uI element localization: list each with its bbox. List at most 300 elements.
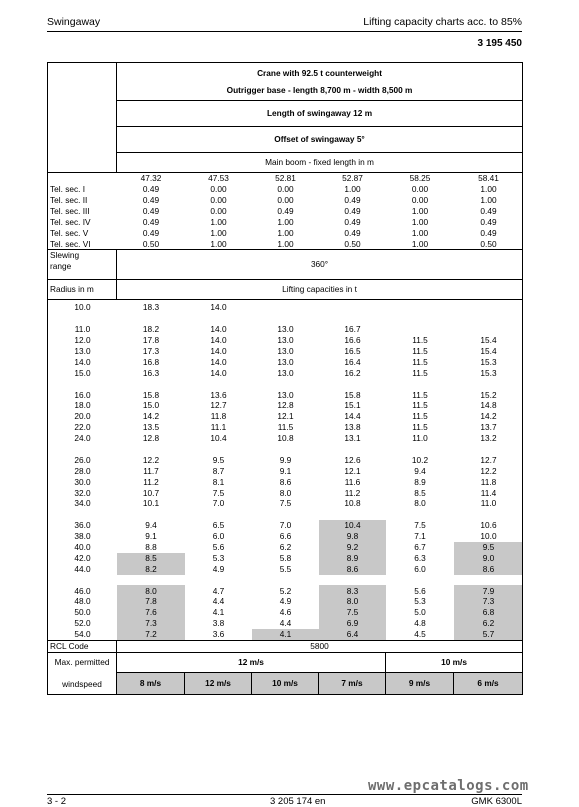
capacity-row: [48, 335, 523, 346]
slewing-value: 360°: [117, 250, 523, 280]
capacity-value: 11.0: [480, 498, 497, 509]
capacity-value: 14.0: [210, 356, 227, 367]
group-spacer: [48, 313, 523, 324]
capacity-value: 11.7: [143, 465, 159, 476]
radius-value: 40.0: [74, 542, 91, 553]
group-spacer: [48, 378, 523, 389]
capacity-value: 14.0: [210, 302, 227, 313]
capacity-value: 12.1: [277, 411, 294, 422]
capacity-value: 11.5: [412, 367, 428, 378]
telescope-row: [48, 227, 523, 238]
capacity-value: 13.8: [344, 422, 361, 433]
telescope-value: 0.49: [480, 216, 497, 227]
spacer-cell: [117, 509, 185, 520]
telescope-value: 0.49: [480, 205, 497, 216]
capacity-value: 4.7: [212, 585, 225, 596]
capacity-value: 15.4: [480, 345, 497, 356]
capacity-value: 10.8: [277, 433, 294, 444]
telescope-row: [48, 238, 523, 249]
capacity-value: 14.2: [142, 411, 160, 422]
radius-value: 26.0: [74, 454, 91, 465]
spacer-cell: [386, 444, 454, 455]
counterweight-config: [117, 63, 523, 101]
telescope-value: 0.50: [344, 238, 361, 249]
capacity-value: 15.8: [344, 389, 361, 400]
capacity-value: 8.6: [454, 564, 523, 575]
capacity-row: [48, 368, 523, 379]
capacity-value: 5.0: [414, 607, 426, 618]
spacer-cell: [185, 575, 252, 586]
telescope-value: 1.00: [210, 238, 227, 249]
radius-value: 12.0: [74, 335, 91, 346]
capacity-value: 11.2: [143, 476, 159, 487]
counterweight-line: Crane with 92.5 t counterweight: [257, 68, 382, 78]
capacity-value: 3.6: [212, 629, 225, 640]
capacity-value: 8.0: [414, 498, 426, 509]
capacity-value: 11.5: [412, 411, 428, 422]
radius-value: 18.0: [74, 400, 91, 411]
capacity-value: 16.2: [344, 367, 361, 378]
capacity-value: 6.0: [414, 563, 426, 574]
capacity-row: [48, 564, 523, 575]
radius-value: 48.0: [74, 596, 91, 607]
capacity-value: 11.4: [480, 487, 497, 498]
capacity-value: 13.0: [277, 345, 294, 356]
capacity-row: [48, 553, 523, 564]
capacity-row: [48, 433, 523, 444]
telescope-value: 1.00: [277, 216, 294, 227]
capacity-value: 11.8: [210, 411, 227, 422]
telescope-label: Tel. sec. II: [50, 194, 88, 205]
radius-value: 50.0: [74, 607, 91, 618]
radius-value: 24.0: [74, 433, 91, 444]
page-number: 3 - 2: [47, 796, 67, 807]
capacity-value: 5.3: [212, 552, 225, 563]
spacer-cell: [185, 509, 252, 520]
capacity-value: 5.2: [279, 585, 292, 596]
telescope-value: 1.00: [277, 227, 294, 238]
capacity-row: [48, 400, 523, 411]
outrigger-line: Outrigger base - length 8,700 m - width 8,500 m: [226, 85, 413, 95]
rcl-value: 5800: [117, 640, 523, 652]
capacity-value: 8.3: [319, 585, 386, 596]
telescope-block: [48, 173, 523, 250]
capacity-value: 6.6: [279, 531, 292, 542]
capacity-value: 7.6: [117, 607, 185, 618]
spacer-cell: [386, 378, 454, 389]
spacer-cell: [252, 444, 319, 455]
capacity-row: [48, 466, 523, 477]
capacity-value: [454, 302, 523, 313]
capacity-value: 11.5: [412, 400, 428, 411]
capacity-value: 4.9: [212, 563, 225, 574]
spacer-cell: [185, 378, 252, 389]
radius-value: 34.0: [74, 498, 91, 509]
capacity-value: 7.0: [212, 498, 225, 509]
capacity-value: 11.6: [344, 476, 361, 487]
capacity-value: 12.8: [142, 433, 160, 444]
capacity-value: 6.9: [319, 618, 386, 629]
radius-value: 15.0: [74, 367, 91, 378]
spacer-cell: [454, 444, 523, 455]
radius-value: 13.0: [74, 345, 91, 356]
spacer-cell: [386, 313, 454, 324]
capacity-value: 10.1: [142, 498, 160, 509]
capacity-row: [48, 487, 523, 498]
capacity-value: 7.9: [454, 585, 523, 596]
capacity-value: 16.8: [142, 356, 160, 367]
slewing-label: [48, 250, 117, 280]
swingaway-length: Length of swingaway 12 m: [117, 101, 523, 127]
capacity-row: [48, 476, 523, 487]
telescope-value: 1.00: [411, 205, 429, 216]
telescope-value: 0.49: [344, 227, 361, 238]
capacity-value: 8.8: [145, 542, 157, 553]
capacity-value: 7.2: [117, 629, 185, 640]
header-chart-title: Lifting capacity charts acc. to 85%: [363, 16, 522, 28]
capacity-value: 10.2: [411, 454, 429, 465]
telescope-row: [48, 217, 523, 228]
telescope-value: 0.00: [411, 184, 429, 195]
capacity-value: [386, 324, 454, 335]
capacity-value: 8.0: [279, 487, 292, 498]
capacity-value: 12.2: [142, 454, 160, 465]
capacity-value: 15.3: [480, 367, 497, 378]
telescope-value: 1.00: [480, 184, 497, 195]
capacity-value: 14.4: [344, 411, 361, 422]
radius-value: 22.0: [74, 422, 91, 433]
capacity-value: 5.7: [454, 629, 523, 640]
capacity-value: 18.3: [142, 302, 160, 313]
telescope-value: 0.00: [210, 194, 227, 205]
telescope-value: 0.00: [277, 194, 294, 205]
radius-value: 42.0: [74, 552, 91, 563]
capacity-value: 11.1: [210, 422, 227, 433]
capacity-value: 16.4: [344, 356, 361, 367]
capacity-value: 16.5: [344, 345, 361, 356]
capacity-value: 11.5: [412, 389, 428, 400]
capacity-value: 7.5: [279, 498, 292, 509]
capacity-value: 6.3: [414, 552, 426, 563]
group-spacer: [48, 575, 523, 586]
capacity-value: 7.0: [279, 520, 292, 531]
group-spacer: [48, 444, 523, 455]
wind-value: 12 m/s: [185, 672, 252, 694]
radius-value: 44.0: [74, 563, 91, 574]
wind-value: 8 m/s: [117, 672, 185, 694]
capacity-value: 4.5: [414, 629, 426, 640]
main-boom-label: Main boom - fixed length in m: [117, 153, 523, 171]
capacity-value: 10.7: [142, 487, 160, 498]
capacity-value: 12.2: [480, 465, 497, 476]
capacity-value: 13.5: [142, 422, 160, 433]
capacity-value: 12.7: [210, 400, 227, 411]
capacity-value: 11.5: [412, 335, 428, 346]
spacer-cell: [252, 378, 319, 389]
radius-value: 36.0: [74, 520, 91, 531]
capacity-value: 7.5: [414, 520, 426, 531]
spacer-cell: [117, 575, 185, 586]
capacity-value: 11.8: [480, 476, 497, 487]
boom-length: 52.87: [342, 173, 363, 184]
capacity-value: 8.7: [212, 465, 225, 476]
capacity-row: [48, 596, 523, 607]
capacity-value: 4.1: [252, 629, 319, 640]
capacity-value: 9.4: [145, 520, 157, 531]
wind-value: 10 m/s: [252, 672, 319, 694]
capacity-value: 11.2: [344, 487, 361, 498]
radius-value: 46.0: [74, 585, 91, 596]
capacity-value: 5.8: [279, 552, 292, 563]
capacity-row: [48, 618, 523, 629]
capacity-value: 15.0: [142, 400, 160, 411]
capacity-value: 14.8: [480, 400, 497, 411]
radius-value: 14.0: [74, 356, 91, 367]
spacer-cell: [117, 313, 185, 324]
telescope-value: 1.00: [210, 227, 227, 238]
capacity-value: 11.5: [412, 345, 428, 356]
capacity-value: 11.5: [412, 356, 428, 367]
wind-value: 9 m/s: [386, 672, 454, 694]
boom-length-blank: [48, 173, 117, 184]
capacity-value: 11.0: [412, 433, 428, 444]
telescope-value: 1.00: [480, 194, 497, 205]
capacity-value: 9.4: [414, 465, 426, 476]
radius-value: 54.0: [74, 629, 91, 640]
capacity-value: 14.0: [210, 367, 227, 378]
capacity-value: 8.2: [117, 564, 185, 575]
group-spacer: [48, 509, 523, 520]
capacity-value: 5.6: [212, 542, 225, 553]
capacity-value: [252, 302, 319, 313]
wind-label-line2: windspeed: [62, 679, 102, 690]
capacity-value: [319, 302, 386, 313]
spacer-cell: [48, 444, 117, 455]
capacity-value: 10.0: [480, 531, 497, 542]
capacity-value: 13.0: [277, 335, 294, 346]
wind-label: [48, 652, 117, 694]
spacer-cell: [319, 378, 386, 389]
capacity-value: 6.5: [212, 520, 225, 531]
telescope-value: 0.49: [142, 194, 160, 205]
capacity-value: 11.5: [412, 422, 428, 433]
capacity-value: 8.6: [319, 564, 386, 575]
wind-value: 7 m/s: [319, 672, 386, 694]
boom-length: 47.32: [140, 173, 162, 184]
wind-group-10: 10 m/s: [386, 652, 523, 672]
capacity-value: 5.5: [279, 563, 292, 574]
capacity-value: 7.8: [117, 596, 185, 607]
wind-value: 6 m/s: [454, 672, 523, 694]
capacity-value: 4.8: [414, 618, 426, 629]
capacity-row: [48, 346, 523, 357]
capacity-value: 9.0: [454, 553, 523, 564]
radius-value: 11.0: [74, 324, 91, 335]
capacity-value: 8.0: [117, 585, 185, 596]
telescope-value: 0.00: [210, 184, 227, 195]
telescope-label: Tel. sec. I: [50, 184, 86, 195]
capacity-value: 12.6: [344, 454, 361, 465]
capacity-value: 14.2: [480, 411, 497, 422]
spacer-cell: [117, 444, 185, 455]
spacer-cell: [117, 378, 185, 389]
telescope-value: 0.00: [210, 205, 227, 216]
capacity-row: [48, 324, 523, 335]
telescope-label: Tel. sec. III: [50, 205, 90, 216]
capacity-value: 15.2: [480, 389, 497, 400]
radius-value: 30.0: [74, 476, 91, 487]
spacer-cell: [185, 313, 252, 324]
telescope-value: 0.49: [142, 227, 160, 238]
capacity-value: 12.8: [277, 400, 294, 411]
capacity-row: [48, 607, 523, 618]
telescope-value: 0.49: [142, 205, 160, 216]
spacer-cell: [319, 575, 386, 586]
capacity-row: [48, 542, 523, 553]
spacer-cell: [48, 378, 117, 389]
capacity-row: [48, 531, 523, 542]
watermark: www.epcatalogs.com: [368, 778, 529, 794]
capacity-value: 5.3: [414, 596, 426, 607]
telescope-value: 0.50: [142, 238, 160, 249]
capacity-value: 9.5: [454, 542, 523, 553]
doc-code: 3 205 174 en: [270, 796, 326, 807]
spacer-cell: [386, 575, 454, 586]
header-divider: [47, 31, 522, 32]
capacity-value: 8.0: [319, 596, 386, 607]
radius-value: 10.0: [74, 302, 91, 313]
telescope-label: Tel. sec. VI: [50, 238, 91, 249]
capacity-value: 4.6: [279, 607, 292, 618]
capacity-value: 12.1: [344, 465, 361, 476]
capacity-value: 7.3: [454, 596, 523, 607]
spacer-cell: [454, 509, 523, 520]
capacity-value: 13.0: [277, 389, 294, 400]
capacity-value: 10.6: [480, 520, 497, 531]
radius-value: 38.0: [74, 531, 91, 542]
telescope-value: 1.00: [210, 216, 227, 227]
capacity-value: 6.0: [212, 531, 225, 542]
capacity-value: 12.7: [480, 454, 497, 465]
wind-group-12: 12 m/s: [117, 652, 386, 672]
capacity-value: 9.8: [319, 531, 386, 542]
radius-value: 20.0: [74, 411, 91, 422]
capacity-value: 16.6: [344, 335, 361, 346]
capacity-value: 8.1: [212, 476, 225, 487]
capacity-row: [48, 585, 523, 596]
capacity-value: 15.4: [480, 335, 497, 346]
capacity-value: 13.0: [277, 356, 294, 367]
capacity-value: 11.5: [277, 422, 294, 433]
capacity-value: 9.1: [145, 531, 157, 542]
spacer-cell: [252, 509, 319, 520]
slewing-label-line2: range: [50, 260, 72, 271]
capacity-value: 17.8: [142, 335, 160, 346]
capacity-value: 6.2: [279, 542, 292, 553]
capacity-value: 10.4: [210, 433, 227, 444]
capacity-value: 18.2: [142, 324, 160, 335]
telescope-row: [48, 195, 523, 206]
telescope-value: 0.49: [344, 194, 361, 205]
document-number: 3 195 450: [477, 38, 522, 49]
capacity-row: [48, 520, 523, 531]
capacity-value: 4.1: [212, 607, 225, 618]
spacer-cell: [252, 575, 319, 586]
capacity-value: 15.1: [344, 400, 361, 411]
capacity-value: 8.5: [414, 487, 426, 498]
capacity-value: 15.8: [142, 389, 160, 400]
capacity-value: 13.0: [277, 324, 294, 335]
capacity-row: [48, 302, 523, 313]
boom-length: 58.41: [478, 173, 499, 184]
capacity-value: 6.8: [454, 607, 523, 618]
capacity-value: 8.6: [279, 476, 292, 487]
capacity-value: 13.1: [344, 433, 361, 444]
capacity-value: 7.3: [117, 618, 185, 629]
capacity-row: [48, 498, 523, 509]
boom-length: 52.81: [275, 173, 296, 184]
radius-value: 28.0: [74, 465, 91, 476]
capacity-row: [48, 411, 523, 422]
capacities-label: Lifting capacities in t: [117, 280, 523, 300]
capacity-value: 7.5: [319, 607, 386, 618]
capacity-row: [48, 389, 523, 400]
telescope-value: 0.49: [142, 216, 160, 227]
spacer-cell: [386, 509, 454, 520]
spacer-cell: [454, 378, 523, 389]
telescope-value: 0.00: [411, 194, 429, 205]
telescope-value: 0.49: [277, 205, 294, 216]
capacity-value: 14.0: [210, 335, 227, 346]
spacer-cell: [454, 313, 523, 324]
capacity-value: [386, 302, 454, 313]
telescope-label: Tel. sec. IV: [50, 216, 91, 227]
capacity-value: 4.4: [279, 618, 292, 629]
header-section-title: Swingaway: [47, 16, 101, 28]
capacity-value: 13.7: [480, 422, 497, 433]
capacity-value: 9.9: [279, 454, 292, 465]
telescope-value: 1.00: [411, 227, 429, 238]
capacity-table: [48, 302, 523, 640]
capacity-row: [48, 357, 523, 368]
capacity-row: [48, 629, 523, 640]
capacity-value: [454, 324, 523, 335]
telescope-value: 0.49: [344, 216, 361, 227]
capacity-value: 9.1: [279, 465, 292, 476]
capacity-value: 3.8: [212, 618, 225, 629]
capacity-value: 4.4: [212, 596, 225, 607]
capacity-value: 7.5: [212, 487, 225, 498]
capacity-value: 6.4: [319, 629, 386, 640]
boom-length: 47.53: [208, 173, 229, 184]
capacity-value: 10.4: [319, 520, 386, 531]
radius-label: Radius in m: [48, 280, 117, 300]
spacer-cell: [48, 313, 117, 324]
rcl-label: RCL Code: [48, 640, 117, 652]
telescope-value: 0.49: [142, 184, 160, 195]
capacity-value: 13.0: [277, 367, 294, 378]
capacity-row: [48, 455, 523, 466]
capacity-value: 14.0: [210, 324, 227, 335]
telescope-label: Tel. sec. V: [50, 227, 89, 238]
telescope-value: 1.00: [411, 238, 429, 249]
slewing-label-line1: Slewing: [50, 250, 80, 261]
telescope-table: [48, 173, 523, 249]
telescope-value: 1.00: [411, 216, 429, 227]
wind-label-line1: Max. permitted: [54, 656, 110, 667]
spacer-cell: [454, 575, 523, 586]
capacity-value: 5.6: [414, 585, 426, 596]
